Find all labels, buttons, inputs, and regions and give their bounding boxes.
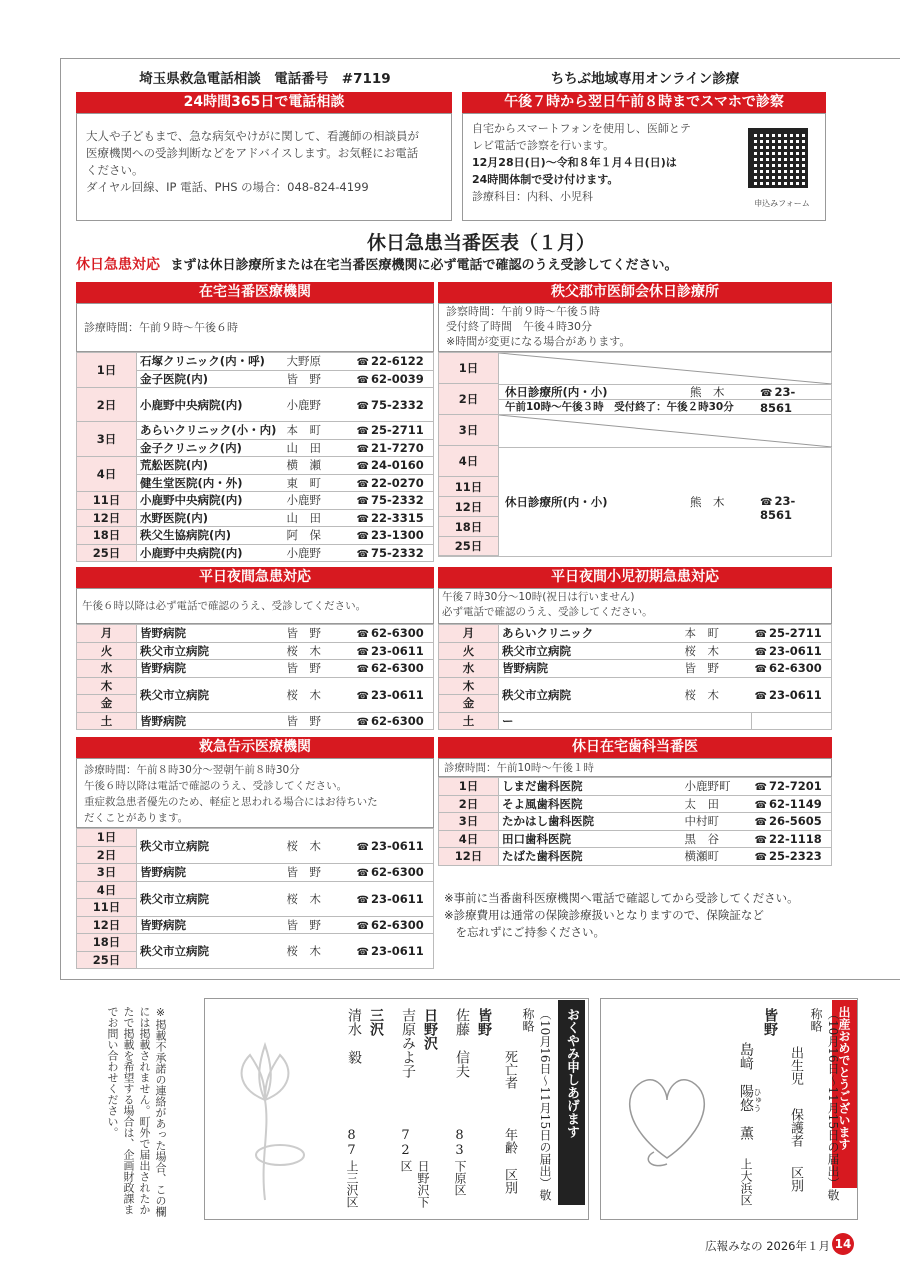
clinic-area: 太 田 <box>682 795 752 813</box>
table-row <box>77 829 434 847</box>
birth-area: 皆野 <box>762 1008 778 1036</box>
day-cell: 4日 <box>77 457 137 492</box>
online-bar: 午後７時から翌日午前８時までスマホで診察 <box>462 92 826 113</box>
clinic-name: 秩父市立病院 <box>137 934 284 969</box>
birth-child: 島﨑 陽悠 <box>738 1042 754 1112</box>
day-cell: 12日 <box>439 497 499 517</box>
clinic-phone[interactable]: ☎ 72-7201 <box>752 778 832 796</box>
text-line: 診療時間：午前８時30分～翌朝午前８時30分 <box>84 764 300 776</box>
clinic-area: 小鹿野 <box>284 388 354 422</box>
day-cell: 2日 <box>439 795 499 813</box>
clinic-area: 桜 木 <box>682 677 752 712</box>
clinic-phone[interactable]: ☎ 23-0611 <box>354 677 434 712</box>
clinic-area: 桜 木 <box>284 677 354 712</box>
text-line: ※時間が変更になる場合があります。 <box>446 335 631 348</box>
clinic-phone[interactable]: ☎ 22-3315 <box>354 509 434 527</box>
clinic-name: 休日診療所(内・小) <box>505 495 608 509</box>
dental-hours: 診療時間：午前10時～午後１時 <box>444 762 594 774</box>
birth-col-child: 出生児 <box>788 1046 803 1085</box>
day-cell: 木 <box>439 677 499 695</box>
clinic-phone[interactable]: ☎ 62-6300 <box>354 625 434 643</box>
condolence-age: 87 <box>344 1128 359 1158</box>
weekday-night-note: 午後６時以降は必ず電話で確認のうえ、受診してください。 <box>82 600 367 612</box>
clinic-name: 水野医院(内) <box>137 509 284 527</box>
weekday-night-title: 平日夜間急患対応 <box>76 567 434 588</box>
day-cell: 12日 <box>77 916 137 934</box>
clinic-phone[interactable]: ☎ 23-0611 <box>752 677 832 712</box>
clinic-area: 皆 野 <box>284 712 354 730</box>
clinic-phone[interactable]: ☎ 62-1149 <box>752 795 832 813</box>
text-line: 午後７時30分～10時(祝日は行いません) <box>442 591 635 603</box>
clinic-area: 桜 木 <box>284 934 354 969</box>
condolence-area: 三沢 <box>368 1008 384 1036</box>
clinic-phone[interactable]: ☎ 62-6300 <box>752 660 832 678</box>
qr-code-icon[interactable] <box>748 128 808 188</box>
condolence-title: おくやみ申しあげます <box>564 1008 579 1138</box>
clinic-area: 阿 保 <box>284 527 354 545</box>
clinic-name: ー <box>499 712 682 730</box>
clinic-area: 熊 木 <box>690 495 725 509</box>
clinic-name: 秩父市立病院 <box>137 677 284 712</box>
emergency-phone-text <box>86 128 446 196</box>
clinic-area: 山 田 <box>284 509 354 527</box>
table-row <box>439 642 832 660</box>
clinic-area: 皆 野 <box>284 916 354 934</box>
day-cell: 11日 <box>77 899 137 917</box>
clinic-area: 本 町 <box>682 625 752 643</box>
day-cell: 11日 <box>77 492 137 510</box>
online-text <box>472 120 742 205</box>
condolence-col-deceased: 死亡者 <box>502 1050 517 1089</box>
condolence-district: 日野沢下区 <box>399 1160 430 1208</box>
clinic-name: 小鹿野中央病院(内) <box>137 544 284 562</box>
clinic-phone[interactable]: ☎ 62-6300 <box>354 712 434 730</box>
clinic-name: 健生堂医院(内・外) <box>137 474 284 492</box>
table-row <box>77 712 434 730</box>
text-line: 24時間体制で受け付けます。 <box>472 173 619 186</box>
condolence-col-district: 区別 <box>502 1168 517 1194</box>
text-line: 診察時間：午前９時～午後５時 <box>446 305 600 318</box>
table-row <box>439 660 832 678</box>
holiday-clinic-day2 <box>499 384 832 415</box>
text-line: レビ電話で診察を行います。 <box>472 139 615 152</box>
day-cell: 3日 <box>439 813 499 831</box>
day-cell: 25日 <box>77 544 137 562</box>
notice-row <box>76 254 836 274</box>
table-row <box>77 422 434 440</box>
table-row <box>439 778 832 796</box>
birth-title: 出産おめでとうございます <box>837 1006 851 1150</box>
day-cell: 4日 <box>77 881 137 899</box>
emergency-notice-table <box>76 828 434 969</box>
table-row <box>77 881 434 899</box>
home-duty-table <box>76 352 434 562</box>
table-row <box>77 934 434 952</box>
day-cell: 火 <box>439 642 499 660</box>
day-cell: 2日 <box>77 388 137 422</box>
day-cell: 金 <box>439 695 499 713</box>
home-duty-hours: 診療時間：午前９時～午後６時 <box>84 321 238 334</box>
text-line: ダイヤル回線、IP 電話、PHS の場合：048-824-4199 <box>86 180 369 194</box>
table-row <box>77 677 434 695</box>
day-cell: 金 <box>77 695 137 713</box>
clinic-area: 皆 野 <box>682 660 752 678</box>
condolence-header: （10月16日～11月15日の届出）敬称略 <box>521 1008 552 1202</box>
main-title: 休日急患当番医表（１月） <box>366 232 595 254</box>
clinic-phone[interactable]: ☎ 23-0611 <box>354 934 434 969</box>
clinic-area: 小鹿野 <box>284 544 354 562</box>
birth-ruby: ひゅう <box>753 1088 762 1112</box>
day-cell: 水 <box>439 660 499 678</box>
table-row <box>77 864 434 882</box>
clinic-phone[interactable]: ☎ 62-0039 <box>354 370 434 388</box>
clinic-area: 小鹿野町 <box>682 778 752 796</box>
clinic-name: 秩父市立病院 <box>499 642 682 660</box>
table-row <box>439 677 832 695</box>
pediatric-night-table <box>438 624 832 730</box>
day-cell: 25日 <box>77 951 137 969</box>
holiday-clinic-table <box>438 352 832 557</box>
clinic-name: 金子医院(内) <box>137 370 284 388</box>
clinic-name: 石塚クリニック(内・呼) <box>137 353 284 371</box>
condolence-area: 日野沢 <box>422 1008 438 1050</box>
dental-title: 休日在宅歯科当番医 <box>438 737 832 758</box>
clinic-name: そよ風歯科医院 <box>499 795 682 813</box>
clinic-name: たばた歯科医院 <box>499 848 682 866</box>
clinic-phone[interactable]: ☎ 22-0270 <box>354 474 434 492</box>
table-row <box>77 642 434 660</box>
table-row <box>77 660 434 678</box>
clinic-name: 金子クリニック(内) <box>137 439 284 457</box>
day-cell: 3日 <box>77 422 137 457</box>
clinic-area: 熊 木 <box>690 385 725 399</box>
clinic-name: 小鹿野中央病院(内) <box>137 388 284 422</box>
pediatric-night-note <box>442 590 653 620</box>
condolence-name: 佐藤 信夫 <box>454 1008 470 1078</box>
text-line: 午後６時以降は電話で確認のうえ、受診してください。 <box>84 780 348 792</box>
clinic-phone[interactable]: ☎ 75-2332 <box>354 544 434 562</box>
side-note: ※掲載不承諾の連絡があった場合、この欄には掲載されません。町外で届出されたかたで掲載を希望する場合は、企画財政課までお問い合わせください。 <box>106 1006 167 1217</box>
table-row <box>77 388 434 422</box>
day-cell: 18日 <box>77 527 137 545</box>
table-row <box>439 625 832 643</box>
clinic-area: 大野原 <box>284 353 354 371</box>
clinic-name: 皆野病院 <box>137 660 284 678</box>
lotus-illustration <box>220 1040 310 1210</box>
text-line: ※診療費用は通常の保険診療扱いとなりますので、保険証など <box>444 908 764 922</box>
emergency-phone-title: 埼玉県救急電話相談 電話番号 #7119 <box>139 71 391 87</box>
day-cell: 1日 <box>77 353 137 388</box>
day-cell: 4日 <box>439 446 499 477</box>
clinic-phone[interactable]: ☎ 62-6300 <box>354 660 434 678</box>
clinic-phone[interactable]: ☎ 22-1118 <box>752 830 832 848</box>
clinic-name: あらいクリニック(小・内) <box>137 422 284 440</box>
clinic-phone[interactable]: ☎ 23-0611 <box>752 642 832 660</box>
day-cell: 土 <box>439 712 499 730</box>
emergency-phone-bar: 24時間365日で電話相談 <box>76 92 452 113</box>
qr-label: 申込みフォーム <box>754 199 810 208</box>
emergency-notice-title: 救急告示医療機関 <box>76 737 434 758</box>
text-line: ※事前に当番歯科医療機関へ電話で確認してから受診してください。 <box>444 891 799 905</box>
clinic-name: 秩父市立病院 <box>499 677 682 712</box>
clinic-phone[interactable]: ☎ 62-6300 <box>354 864 434 882</box>
text-line: 医療機関への受診判断などをアドバイスします。お気軽にお電話 <box>86 146 419 160</box>
clinic-name: 秩父市立病院 <box>137 829 284 864</box>
table-row <box>439 830 832 848</box>
day-cell: 水 <box>77 660 137 678</box>
holiday-clinic-title: 秩父郡市医師会休日診療所 <box>438 282 832 303</box>
notice-label: 休日急患対応 <box>76 257 160 273</box>
day-cell: 25日 <box>439 537 499 556</box>
clinic-name: 秩父生協病院(内) <box>137 527 284 545</box>
day-cell: 3日 <box>439 415 499 446</box>
birth-col-parent: 保護者 <box>788 1108 803 1147</box>
day-cell: 18日 <box>77 934 137 952</box>
day-cell: 3日 <box>77 864 137 882</box>
table-row <box>77 509 434 527</box>
clinic-area: 小鹿野 <box>284 492 354 510</box>
clinic-name: 皆野病院 <box>137 864 284 882</box>
clinic-phone[interactable]: ☎ 26-5605 <box>752 813 832 831</box>
clinic-area: 桜 木 <box>682 642 752 660</box>
notice-text: まずは休日診療所または在宅当番医療機関に必ず電話で確認のうえ受診してください。 <box>170 258 678 273</box>
table-row <box>77 353 434 371</box>
day-cell: 12日 <box>439 848 499 866</box>
table-row <box>77 916 434 934</box>
birth-district: 上大浜区 <box>739 1158 753 1206</box>
clinic-phone[interactable]: ☎ 23-0611 <box>354 829 434 864</box>
day-cell: 18日 <box>439 517 499 537</box>
clinic-phone[interactable]: ☎ 75-2332 <box>354 388 434 422</box>
clinic-name: 休日診療所(内・小) <box>505 385 608 399</box>
clinic-area: 中村町 <box>682 813 752 831</box>
day-cell: 土 <box>77 712 137 730</box>
day-cell: 11日 <box>439 477 499 497</box>
footer-text: 広報みなの 2026年１月 <box>705 1239 830 1253</box>
clinic-area: 皆 野 <box>284 625 354 643</box>
clinic-area: 山 田 <box>284 439 354 457</box>
clinic-name: あらいクリニック <box>499 625 682 643</box>
day-cell: 木 <box>77 677 137 695</box>
clinic-area: 桜 木 <box>284 881 354 916</box>
online-title: ちちぶ地域専用オンライン診療 <box>550 71 740 87</box>
condolence-age: 83 <box>452 1128 467 1158</box>
text-line: 12月28日(日)～令和８年１月４日(日)は <box>472 156 677 169</box>
home-duty-title: 在宅当番医療機関 <box>76 282 434 303</box>
clinic-area: 皆 野 <box>284 660 354 678</box>
clinic-name: 荒舩医院(内) <box>137 457 284 475</box>
text-line: 自宅からスマートフォンを使用し、医師とテ <box>472 122 691 135</box>
clinic-area: 黒 谷 <box>682 830 752 848</box>
clinic-phone[interactable]: ☎ 22-6122 <box>354 353 434 371</box>
birth-header: （10月16日～11月15日の届出）敬称略 <box>809 1008 840 1202</box>
clinic-phone[interactable]: ☎ 23-0611 <box>354 642 434 660</box>
day-cell: 1日 <box>77 829 137 847</box>
table-row <box>439 712 832 730</box>
table-row <box>77 492 434 510</box>
clinic-name: 皆野病院 <box>137 625 284 643</box>
table-row <box>77 457 434 475</box>
condolence-name: 吉原みよ子 <box>400 1008 416 1078</box>
clinic-area: 東 町 <box>284 474 354 492</box>
dental-notes <box>444 890 834 941</box>
clinic-phone: ☎ 23-8561 <box>760 494 826 522</box>
text-line: 診療科目：内科、小児科 <box>472 190 593 203</box>
table-row <box>439 813 832 831</box>
weekday-night-table <box>76 624 434 730</box>
holiday-clinic-rest <box>499 447 832 556</box>
clinic-phone[interactable]: ☎ 23-1300 <box>354 527 434 545</box>
clinic-phone[interactable] <box>752 712 832 730</box>
holiday-clinic-hours <box>446 304 630 349</box>
day-cell: 2日 <box>439 384 499 415</box>
text-line: 重症救急患者優先のため、軽症と思われる場合にはお待ちいた <box>84 796 378 808</box>
clinic-phone: ☎ 23-8561 <box>760 385 826 399</box>
clinic-name: 皆野病院 <box>137 916 284 934</box>
condolence-title-bar <box>558 1000 585 1205</box>
clinic-phone[interactable]: ☎ 25-2711 <box>752 625 832 643</box>
day-cell: 2日 <box>77 846 137 864</box>
clinic-note: 午前10時～午後３時 受付終了：午後２時30分 <box>505 401 734 413</box>
clinic-area <box>682 712 752 730</box>
table-row <box>77 625 434 643</box>
text-line: 受付終了時間 午後４時30分 <box>446 320 592 333</box>
clinic-area: 本 町 <box>284 422 354 440</box>
table-row <box>439 848 832 866</box>
table-row <box>439 795 832 813</box>
condolence-district: 下原区 <box>453 1160 467 1196</box>
clinic-name: 小鹿野中央病院(内) <box>137 492 284 510</box>
clinic-area: 横 瀬 <box>284 457 354 475</box>
day-cell: 月 <box>439 625 499 643</box>
birth-col-district: 区別 <box>788 1166 803 1192</box>
clinic-name: 秩父市立病院 <box>137 642 284 660</box>
day-cell: 12日 <box>77 509 137 527</box>
condolence-name: 清水 毅 <box>346 1008 362 1064</box>
condolence-district: 上三沢区 <box>345 1160 359 1208</box>
clinic-area: 皆 野 <box>284 864 354 882</box>
text-line: を忘れずにご持参ください。 <box>444 925 605 939</box>
day-cell: 月 <box>77 625 137 643</box>
clinic-name: たかはし歯科医院 <box>499 813 682 831</box>
emergency-notice-text <box>84 762 378 826</box>
dental-table <box>438 777 832 866</box>
clinic-phone[interactable]: ☎ 21-7270 <box>354 439 434 457</box>
clinic-area: 桜 木 <box>284 829 354 864</box>
table-row <box>77 527 434 545</box>
condolence-col-age: 年齢 <box>502 1128 517 1154</box>
clinic-area: 桜 木 <box>284 642 354 660</box>
text-line: だくことがあります。 <box>84 812 189 824</box>
text-line: 大人や子どもまで、急な病気やけがに関して、看護師の相談員が <box>86 129 420 143</box>
clinic-area: 横瀬町 <box>682 848 752 866</box>
birth-parent: 薫 <box>738 1126 754 1140</box>
day-cell: 4日 <box>439 830 499 848</box>
clinic-phone[interactable]: ☎ 25-2711 <box>354 422 434 440</box>
clinic-name: 皆野病院 <box>137 712 284 730</box>
clinic-name: 秩父市立病院 <box>137 881 284 916</box>
table-row <box>77 544 434 562</box>
text-line: ください。 <box>86 163 144 177</box>
clinic-phone[interactable]: ☎ 24-0160 <box>354 457 434 475</box>
clinic-name: 皆野病院 <box>499 660 682 678</box>
heart-illustration <box>612 1040 722 1180</box>
pediatric-night-title: 平日夜間小児初期急患対応 <box>438 567 832 588</box>
page-number: 14 <box>832 1233 854 1255</box>
clinic-name: 田口歯科医院 <box>499 830 682 848</box>
clinic-area: 皆 野 <box>284 370 354 388</box>
clinic-phone[interactable]: ☎ 23-0611 <box>354 881 434 916</box>
condolence-age: 72 <box>398 1128 413 1158</box>
day-cell: 火 <box>77 642 137 660</box>
condolence-area: 皆野 <box>476 1008 492 1036</box>
clinic-name: しまだ歯科医院 <box>499 778 682 796</box>
day-cell: 1日 <box>439 778 499 796</box>
clinic-phone[interactable]: ☎ 75-2332 <box>354 492 434 510</box>
clinic-phone[interactable]: ☎ 25-2323 <box>752 848 832 866</box>
day-cell: 1日 <box>439 353 499 384</box>
clinic-phone[interactable]: ☎ 62-6300 <box>354 916 434 934</box>
text-line: 必ず電話で確認のうえ、受診してください。 <box>442 606 653 618</box>
